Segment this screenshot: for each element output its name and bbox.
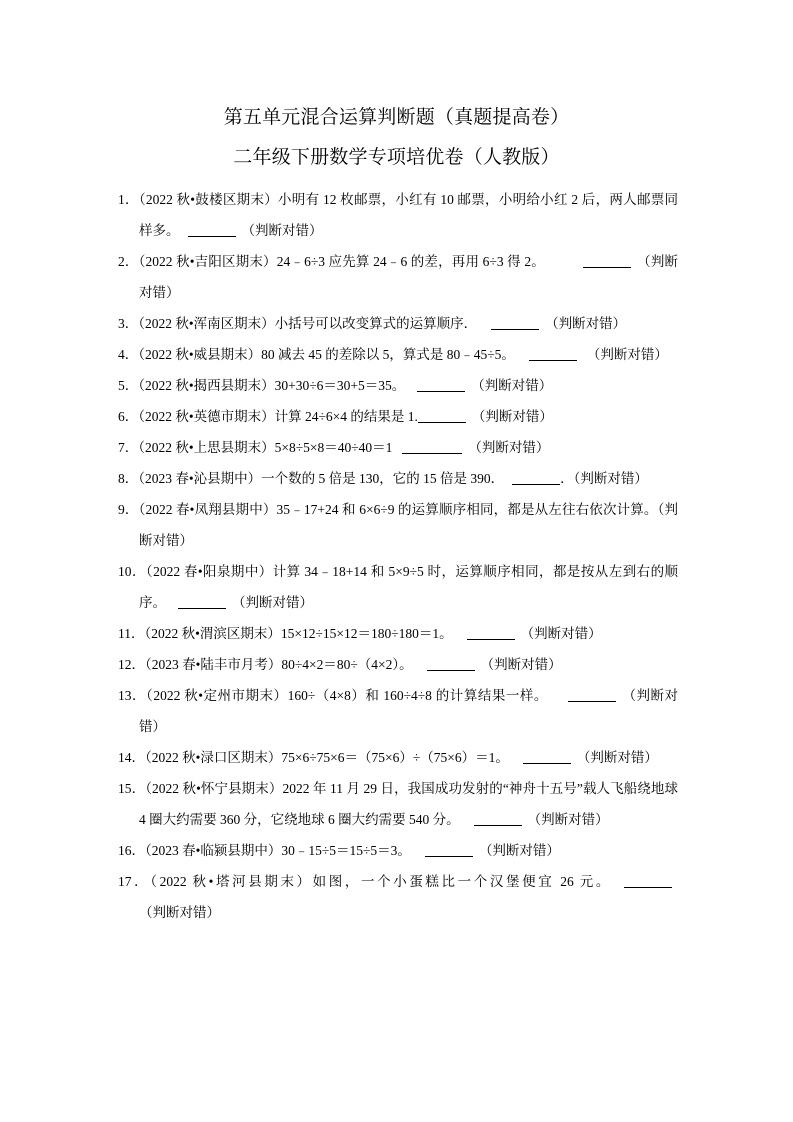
question-item [118, 401, 678, 432]
question-item [118, 339, 678, 370]
question-number: 6． [118, 409, 139, 424]
question-item [118, 618, 678, 649]
question-text: 30﹣15÷5＝15÷5＝3。 [281, 843, 411, 858]
question-number: 13． [118, 688, 147, 703]
question-source: （2022 秋•渭滨区期末） [144, 626, 281, 641]
judge-label: （判断对错） [232, 595, 313, 610]
question-text: 160÷（4×8）和 160÷4÷8 的计算结果一样。 [287, 688, 548, 703]
judge-label: （判断对错） [576, 750, 658, 765]
question-source: （2022 秋•怀宁县期末） [145, 781, 283, 796]
judge-label: （判断对错） [527, 812, 609, 827]
question-source: （2022 秋•上思县期末） [138, 440, 275, 455]
question-source: （2022 秋•英德市期末） [138, 409, 275, 424]
question-text: 5×8÷5×8＝40÷40＝1 [274, 440, 393, 455]
judge-label: （判断对错） [478, 843, 560, 858]
question-number: 3． [118, 316, 139, 331]
judge-label: （判断对错） [471, 378, 553, 393]
question-item [118, 184, 678, 246]
question-text-tail: ． [560, 471, 574, 486]
question-source: （2022 秋•揭西县期末） [138, 378, 275, 393]
question-item [118, 556, 678, 618]
question-source: （2022 秋•塔河县期末） [150, 874, 313, 889]
answer-blank[interactable] [523, 748, 571, 764]
question-number: 8． [118, 471, 139, 486]
question-number: 15． [118, 781, 146, 796]
judge-label: （判断对错） [480, 657, 562, 672]
question-number: 17． [118, 874, 151, 889]
question-number: 16． [118, 843, 145, 858]
answer-blank[interactable] [474, 810, 522, 826]
answer-blank[interactable] [427, 655, 475, 671]
question-text: 一个数的 5 倍是 130，它的 15 倍是 390． [261, 471, 505, 486]
question-text: 80÷4×2＝80÷（4×2）。 [281, 657, 413, 672]
question-text: 15×12÷15×12＝180÷180＝1。 [280, 626, 453, 641]
question-number: 10． [118, 564, 146, 579]
judge-label: （判断对错） [139, 905, 220, 920]
document-title: 第五单元混合运算判断题（真题提高卷） [223, 106, 570, 128]
judge-label: （判断对错） [468, 440, 550, 455]
question-item [118, 432, 678, 463]
question-text: 24﹣6÷3 应先算 24﹣6 的差，再用 6÷3 得 2。 [276, 254, 545, 269]
question-text: 75×6÷75×6＝（75×6）÷（75×6）＝1。 [281, 750, 509, 765]
question-item [118, 773, 678, 835]
question-item [118, 246, 678, 308]
answer-blank[interactable] [402, 438, 462, 454]
question-source: （2022 秋•鼓楼区期末） [138, 192, 279, 207]
answer-blank[interactable] [512, 469, 560, 485]
question-text: 如图，一个小蛋糕比一个汉堡便宜 26 元。 [312, 874, 612, 889]
answer-blank[interactable] [568, 686, 616, 702]
question-source: （2022 春•凤翔县期中） [138, 502, 277, 517]
question-text: 30+30÷6＝30+5＝35。 [274, 378, 406, 393]
judge-label: （判断对错） [545, 316, 627, 331]
question-number: 5． [118, 378, 139, 393]
question-source: （2022 春•阳泉期中） [145, 564, 273, 579]
question-number: 9． [118, 502, 139, 517]
answer-blank[interactable] [188, 221, 236, 237]
answer-blank[interactable] [467, 624, 515, 640]
judge-label: （判断对错） [139, 688, 679, 734]
answer-blank[interactable] [417, 376, 465, 392]
judge-label: （判断对错） [520, 626, 602, 641]
question-source: （2022 秋•威县期末） [138, 347, 262, 362]
question-text: 小括号可以改变算式的运算顺序． [274, 316, 478, 331]
question-text: 计算 34﹣18+14 和 5×9÷5 时，运算顺序相同，都是按从左到右的顺序。 [139, 564, 679, 610]
judge-label: （判断对错） [573, 471, 648, 486]
question-number: 12． [118, 657, 145, 672]
question-number: 7． [118, 440, 139, 455]
question-source: （2023 春•临颍县期中） [145, 843, 282, 858]
question-number: 4． [118, 347, 139, 362]
question-item [118, 463, 678, 494]
question-source: （2023 春•陆丰市月考） [145, 657, 282, 672]
question-source: （2023 春•沁县期中） [138, 471, 262, 486]
question-number: 2． [118, 254, 139, 269]
judge-label: （判断对错） [139, 502, 679, 548]
answer-blank[interactable] [491, 314, 539, 330]
judge-label: （判断对错） [471, 409, 553, 424]
judge-label: （判断对错） [586, 347, 668, 362]
answer-blank[interactable] [418, 407, 466, 423]
answer-blank[interactable] [583, 252, 631, 268]
question-text: 80 减去 45 的差除以 5，算式是 80﹣45÷5。 [261, 347, 515, 362]
document-subtitle: 二年级下册数学专项培优卷（人教版） [233, 146, 560, 168]
answer-blank[interactable] [425, 841, 473, 857]
answer-blank[interactable] [624, 872, 672, 888]
question-text: 35﹣17+24 和 6×6÷9 的运算顺序相同，都是从左往右依次计算。 [276, 502, 658, 517]
answer-blank[interactable] [178, 593, 226, 609]
question-item [118, 494, 678, 556]
question-source: （2022 秋•定州市期末） [146, 688, 288, 703]
question-text: 计算 24÷6×4 的结果是 1. [274, 409, 418, 424]
question-number: 14． [118, 750, 145, 765]
question-number: 1． [118, 192, 139, 207]
question-item [118, 649, 678, 680]
question-item [118, 680, 678, 742]
question-source: （2022 秋•浑南区期末） [138, 316, 275, 331]
judge-label: （判断对错） [241, 223, 323, 238]
question-number: 11． [118, 626, 145, 641]
answer-blank[interactable] [529, 345, 577, 361]
question-item [118, 370, 678, 401]
question-list [118, 184, 678, 928]
question-source: （2022 秋•吉阳区期末） [138, 254, 277, 269]
question-item [118, 835, 678, 866]
question-text: 2022 年 11 月 29 日，我国成功发射的“神舟十五号”载人飞船绕地球 4 圈大约需要 360 分，它绕地球 6 圈大约需要 540 分。 [139, 781, 679, 827]
question-item [118, 866, 678, 928]
question-item [118, 308, 678, 339]
question-source: （2022 秋•渌口区期末） [145, 750, 282, 765]
judge-label: （判断对错） [139, 254, 679, 300]
question-item [118, 742, 678, 773]
question-text: 小明有 12 枚邮票，小红有 10 邮票，小明给小红 2 后，两人邮票同样多。 [139, 192, 679, 238]
